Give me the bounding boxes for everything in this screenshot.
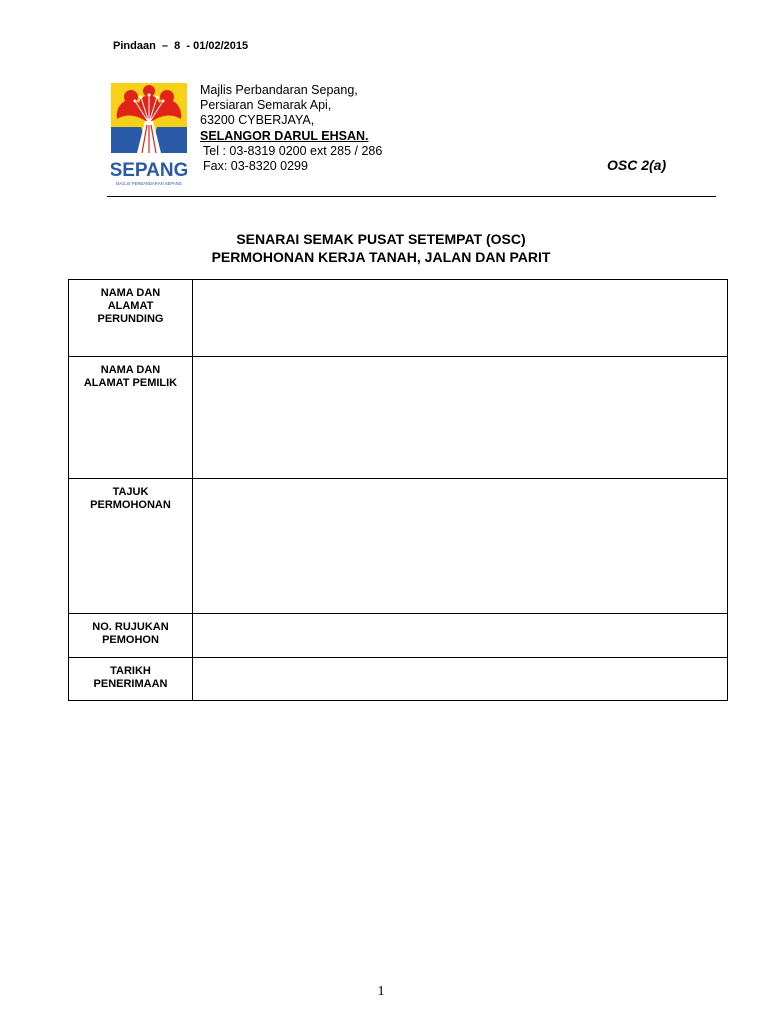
form-row-reference-number xyxy=(69,614,728,658)
document-title-line-2: PERMOHONAN KERJA TANAH, JALAN DAN PARIT xyxy=(211,249,551,265)
form-row-owner xyxy=(69,357,728,479)
telephone: Tel : 03-8319 0200 ext 285 / 286 xyxy=(203,143,383,158)
form-field-reference-number[interactable] xyxy=(193,614,728,658)
form-label-reference-number xyxy=(69,614,193,658)
form-field-received-date[interactable] xyxy=(193,658,728,701)
form-label-received-date xyxy=(69,658,193,701)
logo-subtext: MAJLIS PERBANDARAN SEPANG xyxy=(115,181,183,186)
logo-wordmark: SEPANG xyxy=(111,160,187,181)
form-field-application-title[interactable] xyxy=(193,479,728,614)
form-field-owner[interactable] xyxy=(193,357,728,479)
form-label-text: TARIKH PENERIMAAN xyxy=(93,665,168,690)
application-form-table xyxy=(68,279,728,701)
form-row-received-date xyxy=(69,658,728,701)
form-label-text: TAJUK PERMOHONAN xyxy=(90,486,171,511)
address-line-3: 63200 CYBERJAYA, xyxy=(200,113,315,128)
form-label-consultant xyxy=(69,280,193,357)
sepang-logo xyxy=(111,83,187,189)
form-row-application-title xyxy=(69,479,728,614)
form-label-text: NAMA DAN ALAMAT PERUNDING xyxy=(97,287,164,325)
document-title-line-1: SENARAI SEMAK PUSAT SETEMPAT (OSC) xyxy=(236,231,526,247)
council-address xyxy=(200,83,382,174)
form-row-consultant xyxy=(69,280,728,357)
form-code: OSC 2(a) xyxy=(607,157,667,173)
form-label-text: NO. RUJUKAN PEMOHON xyxy=(92,621,169,646)
form-label-owner xyxy=(69,357,193,479)
form-field-consultant[interactable] xyxy=(193,280,728,357)
address-state: SELANGOR DARUL EHSAN. xyxy=(200,128,369,143)
page-number: 1 xyxy=(377,984,385,999)
fax: Fax: 03-8320 0299 xyxy=(203,159,308,174)
address-line-1: Majlis Perbandaran Sepang, xyxy=(200,83,358,97)
form-label-text: NAMA DAN ALAMAT PEMILIK xyxy=(83,364,178,389)
form-label-application-title xyxy=(69,479,193,614)
header-divider xyxy=(107,196,716,197)
address-line-2: Persiaran Semarak Api, xyxy=(200,98,332,113)
amendment-note: Pindaan – 8 - 01/02/2015 xyxy=(113,40,249,52)
